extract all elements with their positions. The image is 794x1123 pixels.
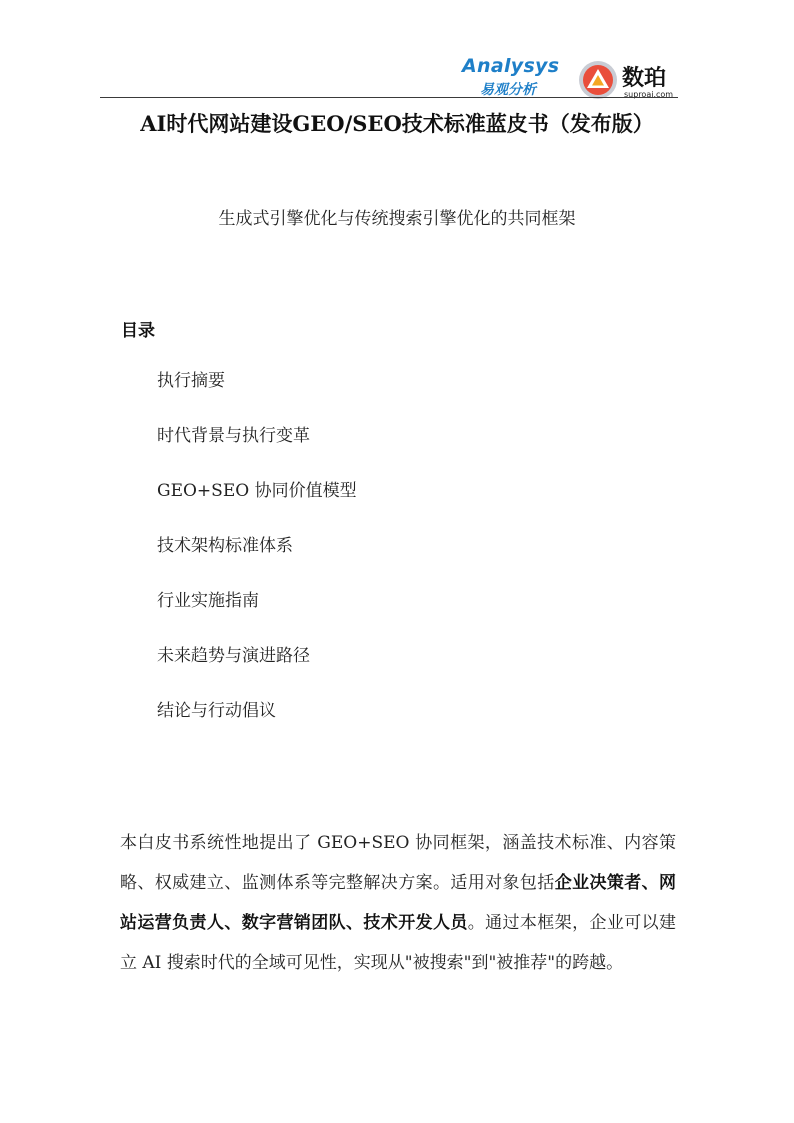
header-divider [100,97,678,98]
toc-item: 行业实施指南 [157,591,259,611]
toc-list [157,370,357,755]
summary-text-outro: 。通过本框架，企业可以建立 AI 搜索时代的全域可见性，实现从"被搜索"到"被推荐"的跨越。 [120,913,677,973]
suproai-logo-url: suproai.com [624,90,674,99]
document-subtitle: 生成式引擎优化与传统搜索引擎优化的共同框架 [218,209,576,229]
suproai-logo [578,58,688,102]
toc-heading: 目录 [121,321,155,341]
toc-item: 结论与行动倡议 [157,701,276,721]
toc-item: 未来趋势与演进路径 [157,646,310,666]
analysys-logo [462,55,574,101]
suproai-logo-icon [578,60,618,100]
suproai-logo-cn: 数珀 [622,66,667,91]
analysys-logo-cn: 易观分析 [480,82,536,98]
toc-item: 时代背景与执行变革 [157,426,310,446]
toc-item: GEO+SEO 协同价值模型 [157,481,357,501]
toc-item: 执行摘要 [157,371,225,391]
summary-audience: 企业决策者、网站运营负责人、数字营销团队、技术开发人员 [120,873,677,933]
summary-text-intro: 本白皮书系统性地提出了 GEO+SEO 协同框架，涵盖技术标准、内容策略、权威建立、监测体系等完整解决方案。适用对象包括 [120,833,676,893]
page-header [0,0,794,110]
document-title: AI时代网站建设GEO/SEO技术标准蓝皮书（发布版） [140,111,654,136]
summary-paragraph [120,823,676,983]
analysys-logo-name: Analysys [462,55,560,77]
toc-item: 技术架构标准体系 [157,536,293,556]
